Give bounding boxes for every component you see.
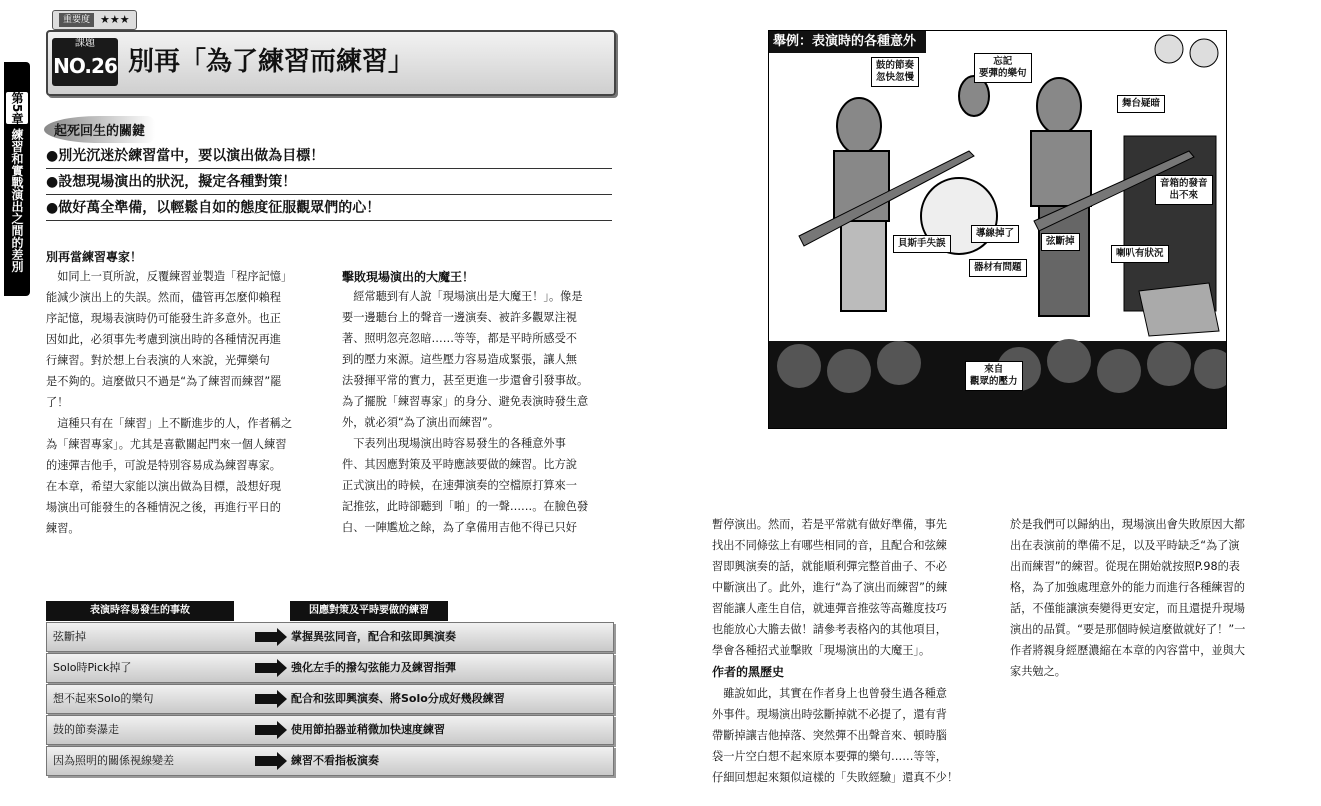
chapter-side-tab	[4, 62, 30, 296]
text-line: 場演出可能發生的各種情況之後，再進行平日的	[46, 501, 281, 514]
text-line: 為了擺脫「練習專家」的身分、避免表演時發生意	[342, 395, 589, 408]
illustration-title: 舉例：表演時的各種意外	[769, 31, 926, 53]
text-line: 也能放心大膽去做！請參考表格內的其他項目，	[712, 623, 947, 636]
key-point: ●別光沉迷於練習當中，要以演出做為目標！	[46, 144, 612, 169]
text-line: 話，不僅能讓演奏變得更安定，而且還提升現場	[1010, 602, 1245, 615]
text-line: 出而練習”的練習。從現在開始就按照P.98的表	[1010, 560, 1240, 573]
column-4	[1010, 514, 1280, 682]
problem-cell: 鼓的節奏瀑走	[53, 723, 119, 736]
text-line: 經常聽到有人說「現場演出是大魔王！」。像是	[342, 290, 583, 303]
arrow-icon	[255, 756, 277, 766]
arrow-icon	[255, 663, 277, 673]
text-line: 序記憶，現場表演時仍可能發生許多意外。也正	[46, 312, 281, 325]
solution-cell: 配合和弦即興演奏、將Solo分成好幾段練習	[291, 692, 505, 705]
importance-tab	[52, 10, 137, 30]
text-line: 仔細回想起來類似這樣的「失敗經驗」還真不少！	[712, 771, 959, 784]
column-2	[342, 268, 612, 538]
callout: 忘記 要彈的樂句	[974, 53, 1032, 83]
text-line: 如同上一頁所說，反覆練習並製造「程序記憶」	[46, 270, 293, 283]
callout: 導線掉了	[971, 225, 1019, 243]
solution-cell: 掌握異弦同音，配合和弦即興演奏	[291, 630, 456, 643]
column-1	[46, 248, 316, 539]
callout: 音箱的發音 出不來	[1155, 175, 1213, 205]
table-row	[46, 684, 614, 714]
text-line: 因如此，必須事先考慮到演出時的各種情況再進	[46, 333, 281, 346]
lesson-number-label: 課題	[75, 38, 95, 49]
text-line: 出在表演前的準備不足，以及平時缺乏“為了演	[1010, 539, 1240, 552]
problem-cell: 因為照明的關係視線變差	[53, 754, 174, 767]
body-text	[46, 266, 316, 539]
arrow-icon	[255, 694, 277, 704]
text-line: 於是我們可以歸納出，現場演出會失敗原因大都	[1010, 518, 1245, 531]
text-line: 了！	[46, 396, 69, 409]
text-line: 習即興演奏的話，就能順利彈完整首曲子、不必	[712, 560, 947, 573]
importance-label: 重要度	[59, 13, 94, 27]
callout: 來自 觀眾的壓力	[965, 361, 1023, 391]
body-text	[1010, 514, 1280, 682]
problem-cell: 弦斷掉	[53, 630, 86, 643]
text-line: 習能讓人產生自信，就連彈音推弦等高難度技巧	[712, 602, 947, 615]
text-line: 暫停演出。然而，若是平常就有做好準備，事先	[712, 518, 947, 531]
text-line: 家共勉之。	[1010, 665, 1066, 678]
text-line: 學會各種招式並擊敗「現場演出的大魔王」。	[712, 644, 931, 657]
importance-stars: ★★★	[100, 13, 130, 26]
body-text	[342, 286, 612, 538]
chapter-label: 第5章	[6, 92, 28, 124]
text-line: 作者將親身經歷濃縮在本章的內容當中，並與大	[1010, 644, 1245, 657]
title-bar	[46, 30, 616, 96]
text-line: 記推弦，此時卻聽到「啪」的一聲……。在臉色發	[342, 500, 589, 513]
callout: 弦斷掉	[1041, 233, 1080, 251]
illustration	[768, 30, 1227, 429]
text-line: 外，就必須“為了演出而練習”。	[342, 416, 500, 429]
text-line: 的速彈吉他手，可說是特別容易成為練習專家。	[46, 459, 281, 472]
table-header-left: 表演時容易發生的事故	[46, 601, 234, 621]
callout: 貝斯手失誤	[893, 235, 951, 253]
text-line: 這種只有在「練習」上不斷進步的人，作者稱之	[46, 417, 293, 430]
problem-cell: Solo時Pick掉了	[53, 661, 132, 674]
text-line: 格，為了加強處理意外的能力而進行各種練習的	[1010, 581, 1245, 594]
problem-cell: 想不起來Solo的樂句	[53, 692, 154, 705]
callout: 鼓的節奏 忽快忽慢	[871, 57, 919, 87]
arrow-icon	[255, 632, 277, 642]
section-heading: 別再當練習專家！	[46, 250, 143, 264]
body-text	[712, 683, 982, 788]
key-point: ●設想現場演出的狀況，擬定各種對策！	[46, 170, 612, 195]
text-line: 外事件。現場演出時弦斷掉就不必提了，還有背	[712, 708, 947, 721]
callout: 器材有問題	[969, 259, 1027, 277]
key-point: ●做好萬全準備，以輕鬆自如的態度征服觀眾們的心！	[46, 196, 612, 221]
chapter-title: 練習和實戰演出之間的差別	[10, 128, 24, 273]
text-line: 件、其因應對策及平時應該要做的練習。比方說	[342, 458, 577, 471]
text-line: 帶斷掉讓吉他掉落、突然彈不出聲音來、頓時腦	[712, 729, 947, 742]
callout: 喇叭有狀況	[1111, 245, 1169, 263]
text-line: 著、照明忽亮忽暗……等等，都是平時所感受不	[342, 332, 577, 345]
text-line: 白、一陣尷尬之餘，為了拿備用吉他不得已只好	[342, 521, 577, 534]
lesson-number: NO.26	[53, 54, 117, 78]
text-line: 到的壓力來源。這些壓力容易造成緊張，讓人無	[342, 353, 577, 366]
text-line: 練習。	[46, 522, 80, 535]
text-line: 演出的品質。“要是那個時候這麼做就好了！”一	[1010, 623, 1246, 636]
column-3	[712, 514, 982, 788]
solution-cell: 練習不看指板演奏	[291, 754, 379, 767]
text-line: 正式演出的時候，在速彈演奏的空檔原打算來一	[342, 479, 577, 492]
revival-heading	[44, 116, 610, 143]
text-line: 雖說如此，其實在作者身上也曾發生過各種意	[712, 687, 947, 700]
body-text	[712, 514, 982, 661]
table-row	[46, 622, 614, 652]
text-line: 是不夠的。這麼做只不過是“為了練習而練習”罷	[46, 375, 282, 388]
table-header-right: 因應對策及平時要做的練習	[290, 601, 448, 621]
arrow-icon	[255, 725, 277, 735]
text-line: 法發揮平常的實力，甚至更進一步還會引發事故。	[342, 374, 589, 387]
text-line: 要一邊聽台上的聲音一邊演奏、被許多觀眾注視	[342, 311, 577, 324]
table-row	[46, 746, 614, 776]
text-line: 為「練習專家」。尤其是喜歡關起門來一個人練習	[46, 438, 287, 451]
table-row	[46, 653, 614, 683]
table-row	[46, 715, 614, 745]
solution-cell: 使用節拍器並稍微加快速度練習	[291, 723, 445, 736]
lesson-number-box	[52, 38, 118, 86]
text-line: 找出不同條弦上有哪些相同的音，且配合和弦練	[712, 539, 947, 552]
solution-cell: 強化左手的撥勾弦能力及練習指彈	[291, 661, 456, 674]
text-line: 袋一片空白想不起來原本要彈的樂句……等等，	[712, 750, 947, 763]
section-heading: 作者的黑歷史	[712, 665, 785, 679]
text-line: 在本章，希望大家能以演出做為目標，設想好現	[46, 480, 281, 493]
section-heading: 擊敗現場演出的大魔王！	[342, 270, 475, 284]
text-line: 下表列出現場演出時容易發生的各種意外事	[342, 437, 566, 450]
text-line: 能減少演出上的失誤。然而，儘管再怎麼仰賴程	[46, 291, 281, 304]
text-line: 行練習。對於想上台表演的人來說，光彈樂句	[46, 354, 270, 367]
page-title: 別再「為了練習而練習」	[128, 47, 415, 77]
revival-label: 起死回生的關鍵	[44, 116, 155, 143]
text-line: 中斷演出了。此外，進行“為了演出而練習”的練	[712, 581, 948, 594]
callout: 舞台疑暗	[1117, 95, 1165, 113]
